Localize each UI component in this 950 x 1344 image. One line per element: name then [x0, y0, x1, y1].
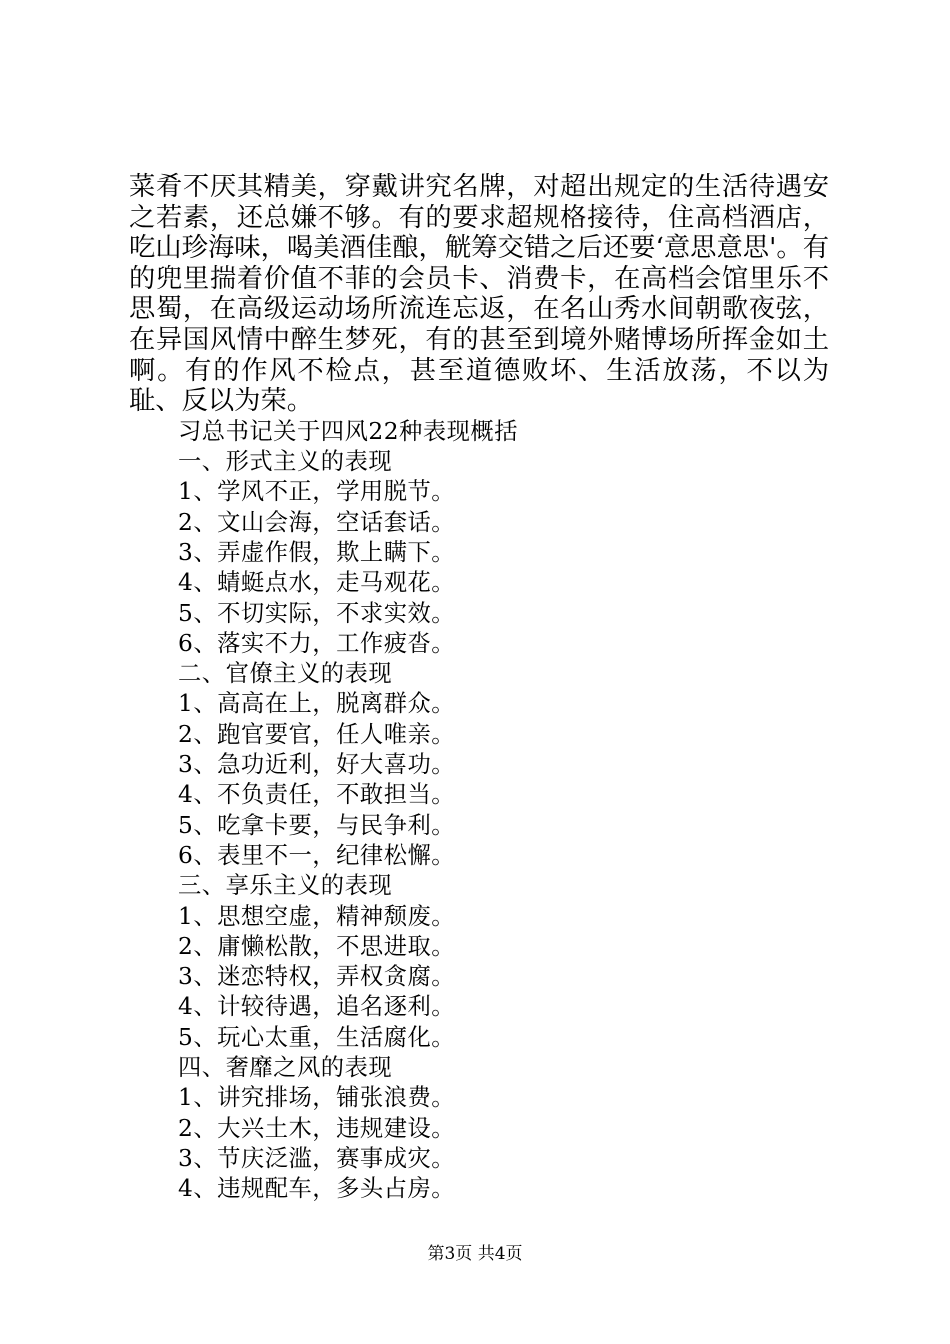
- list-item: 3、节庆泛滥，赛事成灾。: [178, 1144, 456, 1172]
- section-heading: 二、官僚主义的表现: [178, 660, 393, 688]
- list-item: 6、表里不一，纪律松懈。: [178, 841, 456, 869]
- page-footer: 第3页 共4页: [427, 1244, 523, 1264]
- list-item: 1、思想空虚，精神颓废。: [178, 902, 456, 930]
- body-paragraph: 菜肴不厌其精美，穿戴讲究名牌，对超出规定的生活待遇安之若素，还总嫌不够。有的要求超规格接待，住高档酒店，吃山珍海味，喝美酒佳酿，觥筹交错之后还要‘意思意思'。有的兜里揣着价值不菲的会员卡、消费卡，在高档会馆里乐不思蜀，在高级运动场所流连忘返，在名山秀水间朝歌夜弦，在异国风情中醉生梦死，有的甚至到境外赌博场所挥金如土啊。有的作风不检点，甚至道德败坏、生活放荡，不以为耻、反以为荣。: [129, 172, 829, 417]
- list-item: 3、急功近利，好大喜功。: [178, 751, 456, 779]
- list-item: 4、蜻蜓点水，走马观花。: [178, 569, 456, 597]
- section-heading: 一、形式主义的表现: [178, 448, 393, 476]
- list-item: 2、文山会海，空话套话。: [178, 508, 456, 536]
- outline-list: [129, 447, 829, 1204]
- list-item: 5、不切实际，不求实效。: [178, 599, 456, 627]
- list-item: 4、违规配车，多头占房。: [178, 1175, 456, 1203]
- list-item: 2、庸懒松散，不思进取。: [178, 932, 456, 960]
- section-heading: 三、享乐主义的表现: [178, 872, 393, 900]
- list-item: 3、迷恋特权，弄权贪腐。: [178, 963, 456, 991]
- list-item: 1、学风不正，学用脱节。: [178, 478, 456, 506]
- list-item: 4、不负责任，不敢担当。: [178, 781, 456, 809]
- list-item: 1、讲究排场，铺张浪费。: [178, 1084, 456, 1112]
- section-heading: 四、奢靡之风的表现: [178, 1053, 393, 1081]
- document-body: [129, 172, 829, 1204]
- list-item: 2、跑官要官，任人唯亲。: [178, 720, 456, 748]
- list-item: 6、落实不力，工作疲沓。: [178, 629, 456, 657]
- list-item: 5、吃拿卡要，与民争利。: [178, 811, 456, 839]
- list-item: 4、计较待遇，追名逐利。: [178, 993, 456, 1021]
- section-title: 习总书记关于四风22种表现概括: [178, 417, 519, 445]
- list-item: 3、弄虚作假，欺上瞒下。: [178, 538, 456, 566]
- list-item: 5、玩心太重，生活腐化。: [178, 1023, 456, 1051]
- list-item: 1、高高在上，脱离群众。: [178, 690, 456, 718]
- list-item: 2、大兴土木，违规建设。: [178, 1114, 456, 1142]
